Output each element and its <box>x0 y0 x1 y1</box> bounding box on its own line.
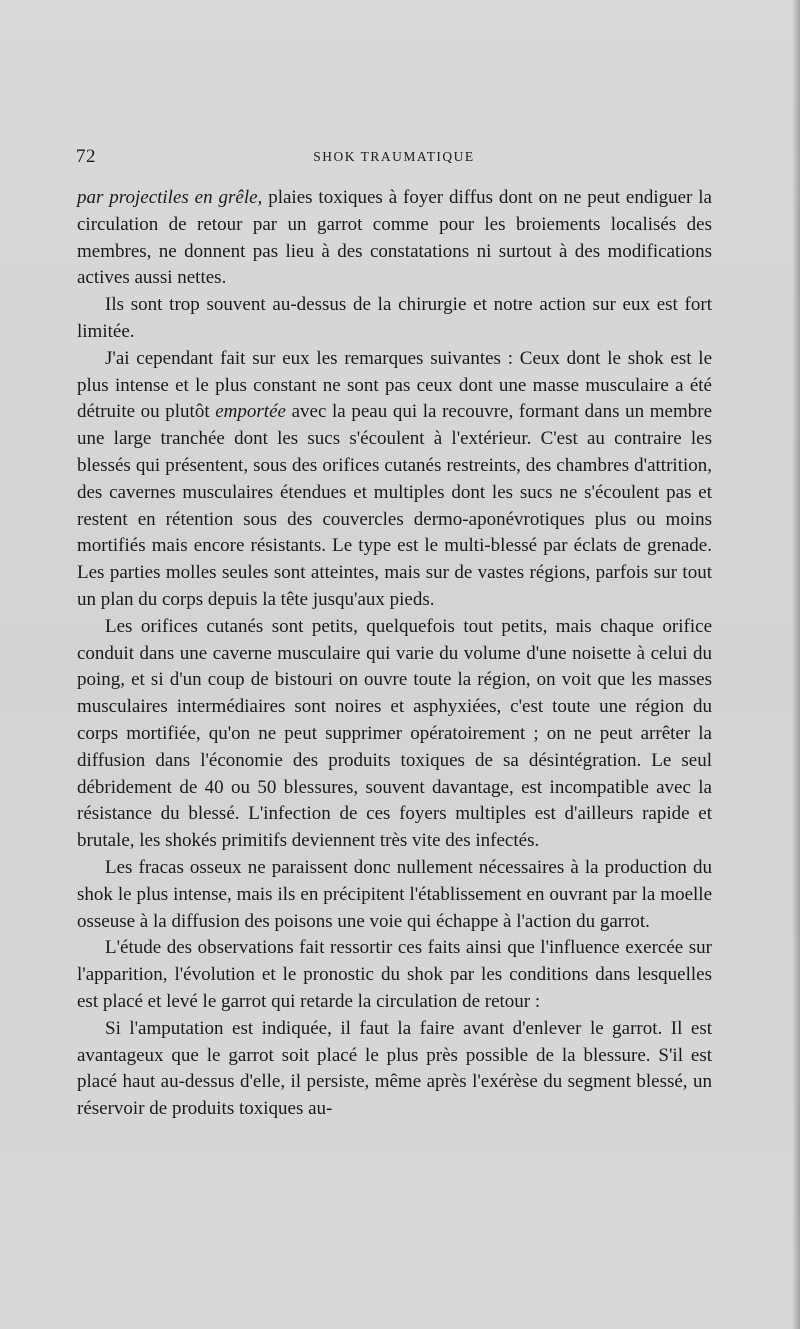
paragraph-5: Les fracas osseux ne paraissent donc nullement nécessaires à la production du shok le plus intense, mais ils en précipitent l'établissement en ouvrant par la moelle osseuse à la diffusion des poisons une voie qui échappe à l'action du garrot. <box>77 856 712 932</box>
paragraph-6: L'étude des observations fait ressortir ces faits ainsi que l'influence exercée sur l'apparition, l'évolution et le pronostic du shok par les conditions dans lesquelles est placé et levé le garrot qui retarde la circulation de retour : <box>77 937 712 1012</box>
italic-word: emportée <box>215 401 286 423</box>
paragraph-2: Ils sont trop souvent au-dessus de la chirurgie et notre action sur eux est fort limitée. <box>77 294 712 342</box>
paragraph-1 <box>77 185 712 292</box>
paragraph-4: Les orifices cutanés sont petits, quelquefois tout petits, mais chaque orifice conduit dans une caverne musculaire qui varie du volume d'une noisette à celui du poing, et si d'un coup de bistouri on ouvre toute la région, on voit que les masses musculaires intermédiaires sont noires et asphyxiées, c'est toute une région du corps mortifiée, qu'on ne peut supprimer opératoirement ; on ne peut arrêter la diffusion dans l'économie des produits toxiques de sa désintégration. Le seul débridement de 40 ou 50 blessures, souvent davantage, est incompatible avec la résistance du blessé. L'infection de ces foyers multiples est d'ailleurs rapide et brutale, les shokés primitifs deviennent très vite des infectés. <box>77 615 712 852</box>
paragraph-7: Si l'amputation est indiquée, il faut la faire avant d'enlever le garrot. Il est avantageux que le garrot soit placé le plus près possible de la blessure. S'il est placé haut au-dessus d'elle, il persiste, même après l'exérèse du segment blessé, un réservoir de produits toxiques au- <box>77 1017 712 1120</box>
running-title: SHOK TRAUMATIQUE <box>313 149 475 164</box>
page-edge-shadow <box>792 0 800 1329</box>
running-head <box>76 146 712 166</box>
body-text <box>77 185 712 1123</box>
page-number: 72 <box>76 146 96 167</box>
paragraph-3 <box>77 346 712 614</box>
italic-phrase: par projectiles en grêle, <box>77 187 263 208</box>
paragraph-text: plaies toxiques à foyer diffus dont on ne peut endiguer la circulation de retour par un garrot comme pour les broiements localisés des membres, ne donnent pas lieu à des constatations ni surtout à des modifications actives aussi nettes. <box>77 187 712 289</box>
paragraph-text: avec la peau qui la recouvre, formant dans un membre une large tranchée dont les sucs s'écoulent à l'extérieur. C'est au contraire les blessés qui présentent, sous des orifices cutanés restreints, des chambres d'attrition, des cavernes musculaires étendues et multiples dont les sucs ne s'écoulent pas et restent en rétention sous des couvercles dermo-aponévrotiques plus ou moins mortifiés mais encore résistants. Le type est le multi-blessé par éclats de grenade. Les parties molles seules sont atteintes, mais sur de vastes régions, parfois sur tout un plan du corps depuis la tête jusqu'aux pieds. <box>77 401 712 610</box>
paragraph-text: J'ai cependant fait sur eux les remarques suivantes : Ceux dont le shok est le plus intense et le plus constant ne sont pas ceux dont une masse musculaire a été détruite ou plutôt <box>77 347 712 423</box>
